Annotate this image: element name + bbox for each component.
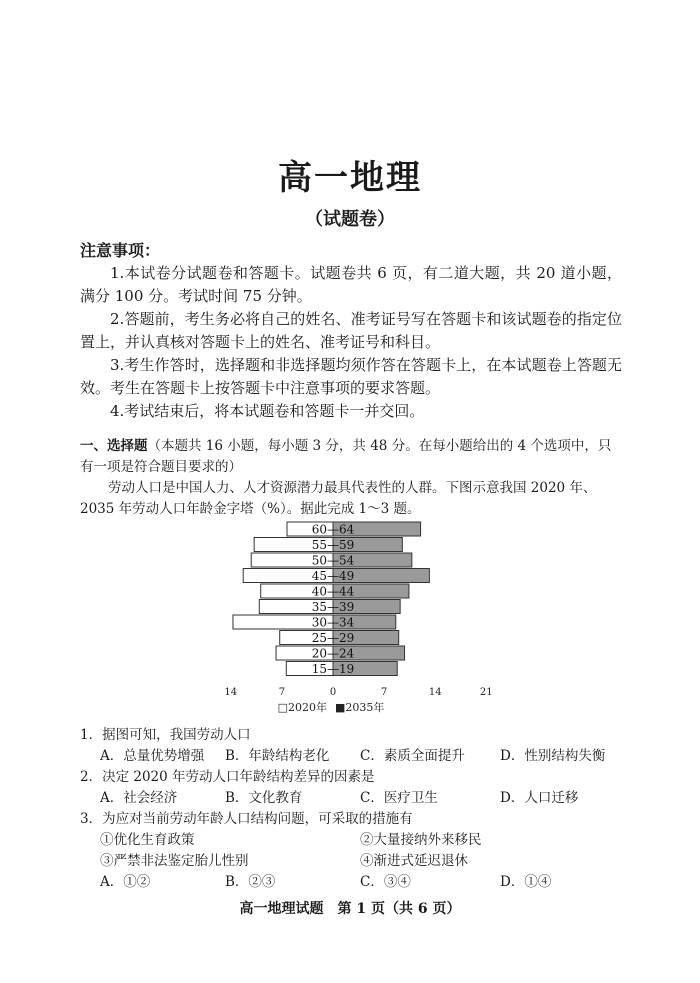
notice-item-2: 2.答题前，考生务必将自己的姓名、准考证号写在答题卡和该试题卷的指定位置上，并认真核对答题卡上的姓名、准考证号和科目。 <box>80 310 622 351</box>
notice-item-1: 1.本试卷分试题卷和答题卡。试题卷共 6 页，有二道大题，共 20 道小题，满分 100 分。考试时间 75 分钟。 <box>80 264 622 305</box>
category-label: 45—49 <box>311 569 355 583</box>
population-pyramid-chart <box>215 518 505 718</box>
legend-2035: ■2035年 <box>335 701 385 714</box>
category-label: 40—44 <box>311 584 355 599</box>
q2-option-c[interactable]: C．医疗卫生 <box>360 790 438 806</box>
q2-option-b[interactable]: B．文化教育 <box>225 790 303 806</box>
q3-option-a[interactable]: A．①② <box>100 874 151 890</box>
q3-option-c[interactable]: C．③④ <box>360 874 411 890</box>
page-subtitle: （试题卷） <box>305 209 395 230</box>
page-title: 高一地理 <box>278 158 422 198</box>
q1-option-c[interactable]: C．素质全面提升 <box>360 748 465 764</box>
category-label: 35—39 <box>311 600 355 614</box>
question-2 <box>80 767 640 809</box>
x-tick-label: 14 <box>224 687 238 698</box>
q3-option-b[interactable]: B．②③ <box>225 874 276 890</box>
x-tick-label: 14 <box>428 687 442 698</box>
q3-item-4: ④渐进式延迟退休 <box>360 853 468 869</box>
question-2-stem: 2．决定 2020 年劳动人口年龄结构差异的因素是 <box>80 769 375 785</box>
legend-2020: □2020年 <box>277 701 327 714</box>
question-1-stem: 1．据图可知，我国劳动人口 <box>80 727 251 743</box>
page-footer: 高一地理试题 第 1 页（共 6 页） <box>239 901 461 917</box>
section-header <box>80 436 622 478</box>
notice-heading: 注意事项： <box>80 241 161 260</box>
q3-item-3: ③严禁非法鉴定胎儿性别 <box>100 853 249 869</box>
section-title: 一、选择题 <box>80 438 148 454</box>
category-label: 25—29 <box>311 631 355 645</box>
category-label: 15—19 <box>311 662 355 676</box>
x-tick-label: 21 <box>479 687 493 698</box>
category-label: 50—54 <box>311 553 355 568</box>
q3-item-2: ②大量接纳外来移民 <box>360 832 482 848</box>
x-tick-label: 7 <box>380 687 388 698</box>
question-1 <box>80 725 640 767</box>
question-3 <box>80 809 640 893</box>
question-intro: 劳动人口是中国人力、人才资源潜力最具代表性的人群。下图示意我国 2020 年、2035 年劳动人口年龄金字塔（%）。据此完成 1～3 题。 <box>80 480 597 517</box>
q2-option-a[interactable]: A．社会经济 <box>100 790 178 806</box>
q1-option-d[interactable]: D．性别结构失衡 <box>500 748 606 764</box>
category-label: 20—24 <box>311 646 355 661</box>
category-label: 30—34 <box>311 615 355 630</box>
question-3-stem: 3．为应对当前劳动年龄人口结构问题，可采取的措施有 <box>80 811 413 827</box>
category-label: 60—64 <box>311 522 355 537</box>
q2-option-d[interactable]: D．人口迁移 <box>500 790 579 806</box>
category-label: 55—59 <box>311 538 355 552</box>
q1-option-a[interactable]: A．总量优势增强 <box>100 748 205 764</box>
q3-option-d[interactable]: D．①④ <box>500 874 552 890</box>
q3-item-1: ①优化生育政策 <box>100 832 195 848</box>
notice-item-4: 4.考试结束后，将本试题卷和答题卡一并交回。 <box>110 402 425 420</box>
notice-item-3: 3.考生作答时，选择题和非选择题均须作答在答题卡上，在本试题卷上答题无效。考生在答题卡上按答题卡中注意事项的要求答题。 <box>80 356 622 397</box>
x-tick-label: 7 <box>278 687 286 698</box>
x-tick-label: 0 <box>329 687 337 698</box>
q1-option-b[interactable]: B．年龄结构老化 <box>225 748 330 764</box>
section-desc: （本题共 16 小题，每小题 3 分，共 48 分。在每小题给出的 4 个选项中，只有一项是符合题目要求的） <box>80 438 612 475</box>
